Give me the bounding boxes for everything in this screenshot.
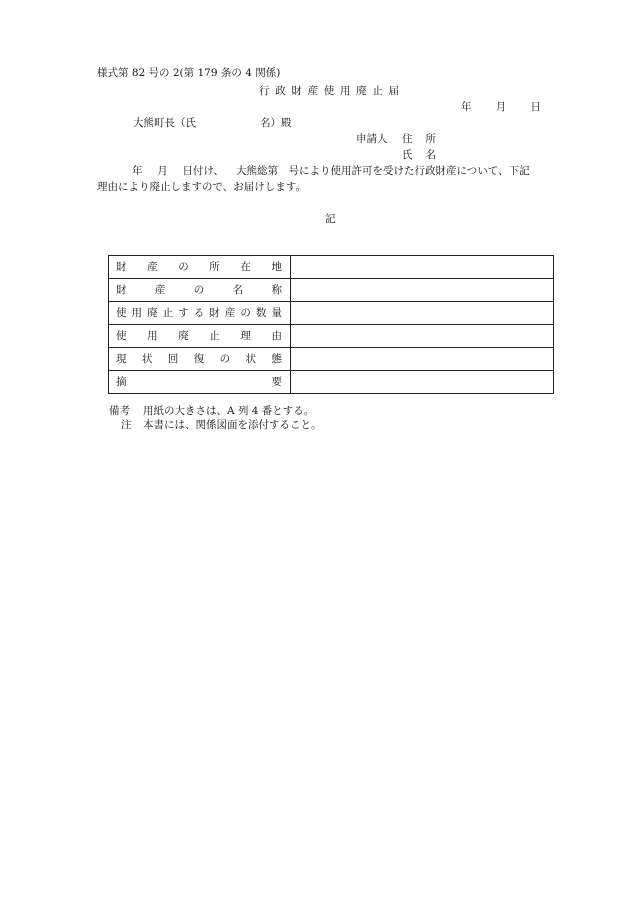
row-label-char: 名 [232,284,244,296]
row-label-char: 所 [209,261,220,273]
document-title [259,85,399,98]
row-label-char: 止 [162,307,174,319]
row-label-char: の [240,307,251,319]
title-char: 使 [323,85,335,97]
applicant-address-label [402,133,436,146]
address-label-char: 所 [425,133,436,145]
row-label-char: 産 [224,307,236,319]
table-row [109,256,554,279]
title-char: 用 [339,85,351,97]
row-label-char: 復 [193,353,205,365]
ki-heading: 記 [325,213,336,225]
date-char: 日 [530,101,541,113]
row-value-cell[interactable] [291,371,554,394]
table-row [109,348,554,371]
chuu-label: 注 [121,419,132,431]
row-label-char: 産 [147,261,158,273]
row-label-char: 数 [255,307,267,319]
row-label-char: 量 [271,307,282,319]
name-label-char: 氏 [402,149,413,161]
row-label-char: 財 [116,284,127,296]
bikou-label: 備考 [109,405,130,417]
lead-char: 年 [132,165,143,177]
row-value-cell[interactable] [291,256,554,279]
row-label-char: 状 [245,353,257,365]
row-label-char: 用 [147,330,158,342]
date-char: 月 [495,101,507,113]
body-date-lead [132,165,224,178]
chuu-text: 本書には、関係図面を添付すること。 [143,419,322,431]
row-label-char: 使 [116,330,127,342]
row-label-char: 用 [131,307,143,319]
table-row [109,302,554,325]
body-text-line2: 理由により廃止しますので、お届けします。 [97,181,306,193]
address-label-char: 住 [402,133,413,145]
row-value-cell[interactable] [291,348,554,371]
table-row [109,371,554,394]
row-label-char: 産 [154,284,166,296]
row-label-char: の [219,353,231,365]
title-char: 財 [291,85,302,97]
row-label-char: 回 [167,353,179,365]
row-label-char: の [193,284,205,296]
applicant-label: 申請人 [356,133,388,145]
row-label [109,302,291,325]
table-row [109,325,554,348]
row-label [109,256,291,279]
row-label-char: 理 [240,330,251,342]
row-label [109,279,291,302]
row-label-char: 摘 [116,376,127,388]
title-char: 届 [388,85,399,97]
title-char: 行 [259,85,270,97]
applicant-name-label [402,149,436,162]
row-label-char: 在 [240,261,251,273]
row-label-char: 現 [116,353,127,365]
body-text-line1: 大熊総第 号により使用許可を受けた行政財産について、下記 [236,165,530,177]
row-value-cell[interactable] [291,279,554,302]
title-char: 廃 [356,85,367,97]
row-value-cell[interactable] [291,302,554,325]
lead-char: 月 [157,165,168,177]
row-label-char: 称 [271,284,282,296]
row-label-char: 財 [209,307,220,319]
form-id: 様式第 82 号の 2(第 179 条の 4 関係) [97,67,281,79]
property-table [108,255,554,394]
addressee-prefix: 大熊町長（氏 [133,117,196,129]
row-label-char: す [178,307,189,319]
table-row [109,279,554,302]
row-label-char: 使 [116,307,127,319]
row-label-char: 廃 [147,307,158,319]
date-line [461,101,541,114]
row-label-char: 状 [141,353,153,365]
row-label-char: 財 [116,261,127,273]
row-value-cell[interactable] [291,325,554,348]
title-char: 止 [372,85,383,97]
row-label-char: の [178,261,189,273]
lead-char: 日付け、 [182,165,224,177]
addressee-suffix: 名）殿 [260,117,292,129]
row-label-char: 止 [209,330,220,342]
row-label [109,348,291,371]
row-label-char: 廃 [178,330,189,342]
row-label-char: 地 [271,261,282,273]
row-label-char: る [193,307,205,319]
title-char: 政 [275,85,286,97]
title-char: 産 [307,85,319,97]
row-label [109,325,291,348]
row-label [109,371,291,394]
row-label-char: 要 [271,376,282,388]
date-char: 年 [461,101,472,113]
row-label-char: 態 [271,353,282,365]
row-label-char: 由 [271,330,282,342]
name-label-char: 名 [425,149,436,161]
bikou-text: 用紙の大きさは、A 列 4 番とする。 [143,405,315,417]
